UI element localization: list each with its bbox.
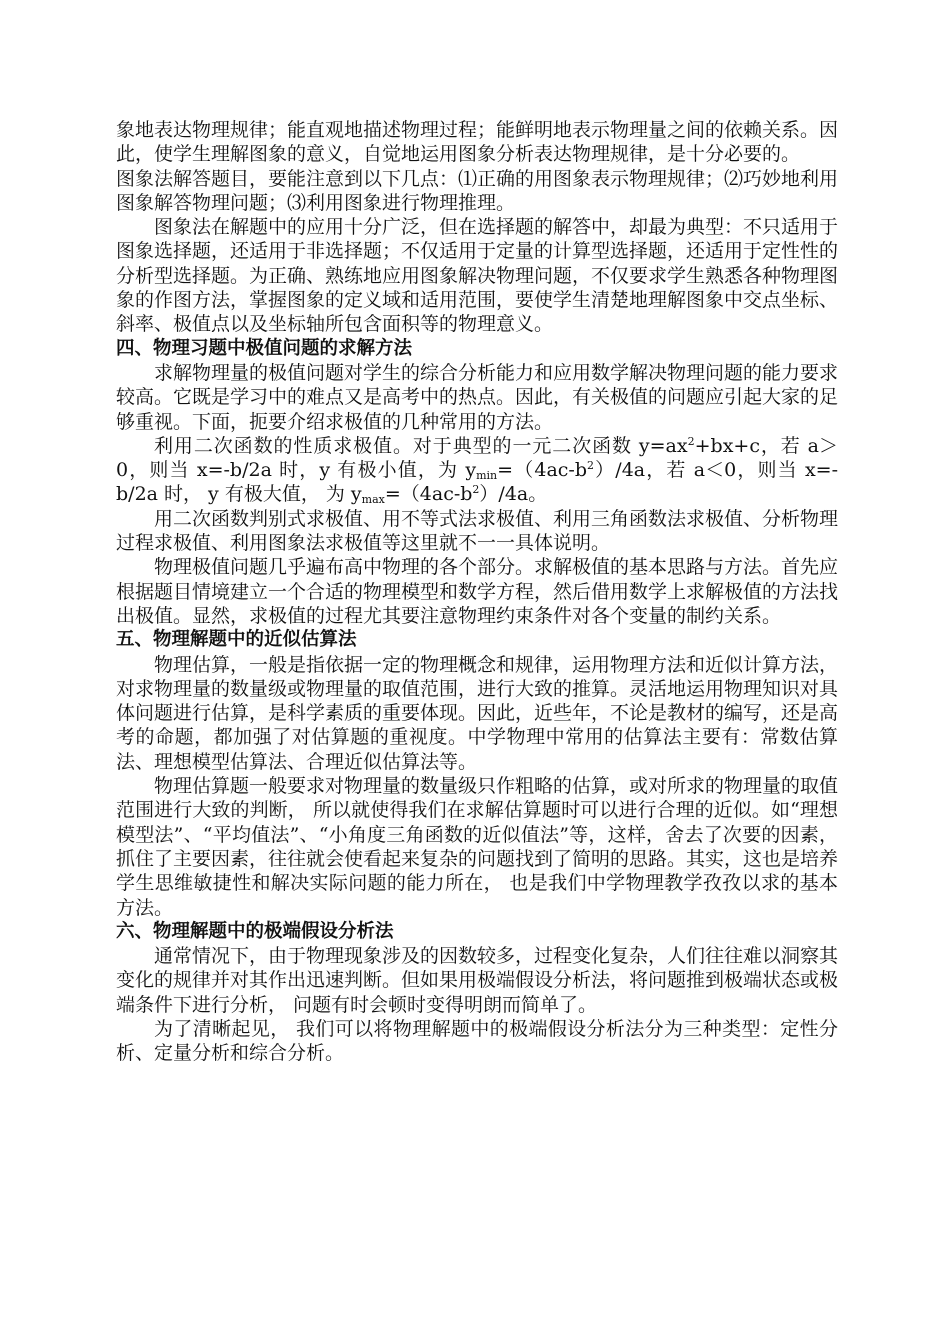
quadratic-text-e: =（4ac-b xyxy=(384,483,473,506)
document-body xyxy=(116,118,838,1066)
subscript-min: min xyxy=(476,469,498,483)
superscript: 2 xyxy=(472,483,480,497)
quadratic-text-a: 利用二次函数的性质求极值。对于典型的一元二次函数 y=ax xyxy=(154,434,688,457)
paragraph-graph-law: 象地表达物理规律；能直观地描述物理过程；能鲜明地表示物理量之间的依赖关系。因此，使学生理解图象的意义，自觉地运用图象分析表达物理规律，是十分必要的。 xyxy=(116,119,839,166)
paragraph-quadratic-extremum xyxy=(116,434,838,507)
paragraph-estimation-detail: 物理估算题一般要求对物理量的数量级只作粗略的估算，或对所求的物理量的取值范围进行大致的判断， 所以就使得我们在求解估算题时可以进行合理的近似。如“理想模型法”、“平均值法”、“小角度三角函数的近似值法”等，这样，舍去了次要的因素，抓住了主要因素，往往就会使看起来复杂的问题找到了简明的思路。其实，这也是培养学生思维敏捷性和解决实际问题的能力所在， 也是我们中学物理教学孜孜以求的基本方法。 xyxy=(116,775,839,919)
paragraph-extreme-types: 为了清晰起见， 我们可以将物理解题中的极端假设分析法分为三种类型：定性分析、定量分析和综合分析。 xyxy=(116,1017,838,1065)
quadratic-text-b: +bx+c，若 a＞0，则当 x=-b/2a 时，y 有极小值，为 y xyxy=(116,434,838,482)
paragraph-extreme-intro: 通常情况下，由于物理现象涉及的因数较多，过程变化复杂，人们往往难以洞察其变化的规律并对其作出迅速判断。但如果用极端假设分析法，将问题推到极端状态或极端条件下进行分析， 问题有时会顿时变得明朗而简单了。 xyxy=(116,945,839,1016)
paragraph-estimation-intro: 物理估算，一般是指依据一定的物理概念和规律，运用物理方法和近似计算方法，对求物理量的数量级或物理量的取值范围，进行大致的推算。灵活地运用物理知识对具体问题进行估算，是科学素质的重要体现。因此，近些年，不论是教材的编写，还是高考的命题，都加强了对估算题的重视度。中学物理中常用的估算法主要有：常数估算法、理想模型估算法、合理近似估算法等。 xyxy=(116,653,839,773)
quadratic-text-f: ）/4a。 xyxy=(479,483,548,506)
paragraph-extremum-approach: 物理极值问题几乎遍布高中物理的各个部分。求解极值的基本思路与方法。首先应根据题目情境建立一个合适的物理模型和数学方程，然后借用数学上求解极值的方法找出极值。显然，求极值的过程尤其要注意物理约束条件对各个变量的制约关系。 xyxy=(116,556,839,627)
paragraph-graph-application: 图象法在解题中的应用十分广泛，但在选择题的解答中，却最为典型：不只适用于图象选择题，还适用于非选择题；不仅适用于定量的计算型选择题，还适用于定性性的分析型选择题。为正确、熟练地应用图象解决物理问题，不仅要求学生熟悉各种物理图象的作图方法，掌握图象的定义域和适用范围，要使学生清楚地理解图象中交点坐标、斜率、极值点以及坐标轴所包含面积等的物理意义。 xyxy=(116,216,839,336)
subscript-max: max xyxy=(361,493,385,507)
paragraph-graph-method-points: 图象法解答题目，要能注意到以下几点：⑴正确的用图象表示物理规律；⑵巧妙地利用图象解答物理问题；⑶利用图象进行物理推理。 xyxy=(116,167,839,214)
superscript: 2 xyxy=(587,459,595,473)
paragraph-other-methods: 用二次函数判别式求极值、用不等式法求极值、利用三角函数法求极值、分析物理过程求极值、利用图象法求极值等这里就不一一具体说明。 xyxy=(116,507,839,555)
quadratic-text-d: ）/4a，若 a＜0，则当 x=-b/2a 时， y 有极大值， 为 y xyxy=(116,459,838,506)
paragraph-extremum-intro: 求解物理量的极值问题对学生的综合分析能力和应用数学解决物理问题的能力要求较高。它既是学习中的难点又是高考中的热点。因此，有关极值的问题应引起大家的足够重视。下面，扼要介绍求极值的几种常用的方法。 xyxy=(116,361,839,433)
superscript: 2 xyxy=(687,434,695,448)
section-heading-extremum: 四、物理习题中极值问题的求解方法 xyxy=(116,337,413,359)
section-heading-extreme-assumption: 六、物理解题中的极端假设分析法 xyxy=(116,920,394,942)
quadratic-text-c: =（4ac-b xyxy=(497,459,588,482)
section-heading-estimation: 五、物理解题中的近似估算法 xyxy=(116,629,357,651)
